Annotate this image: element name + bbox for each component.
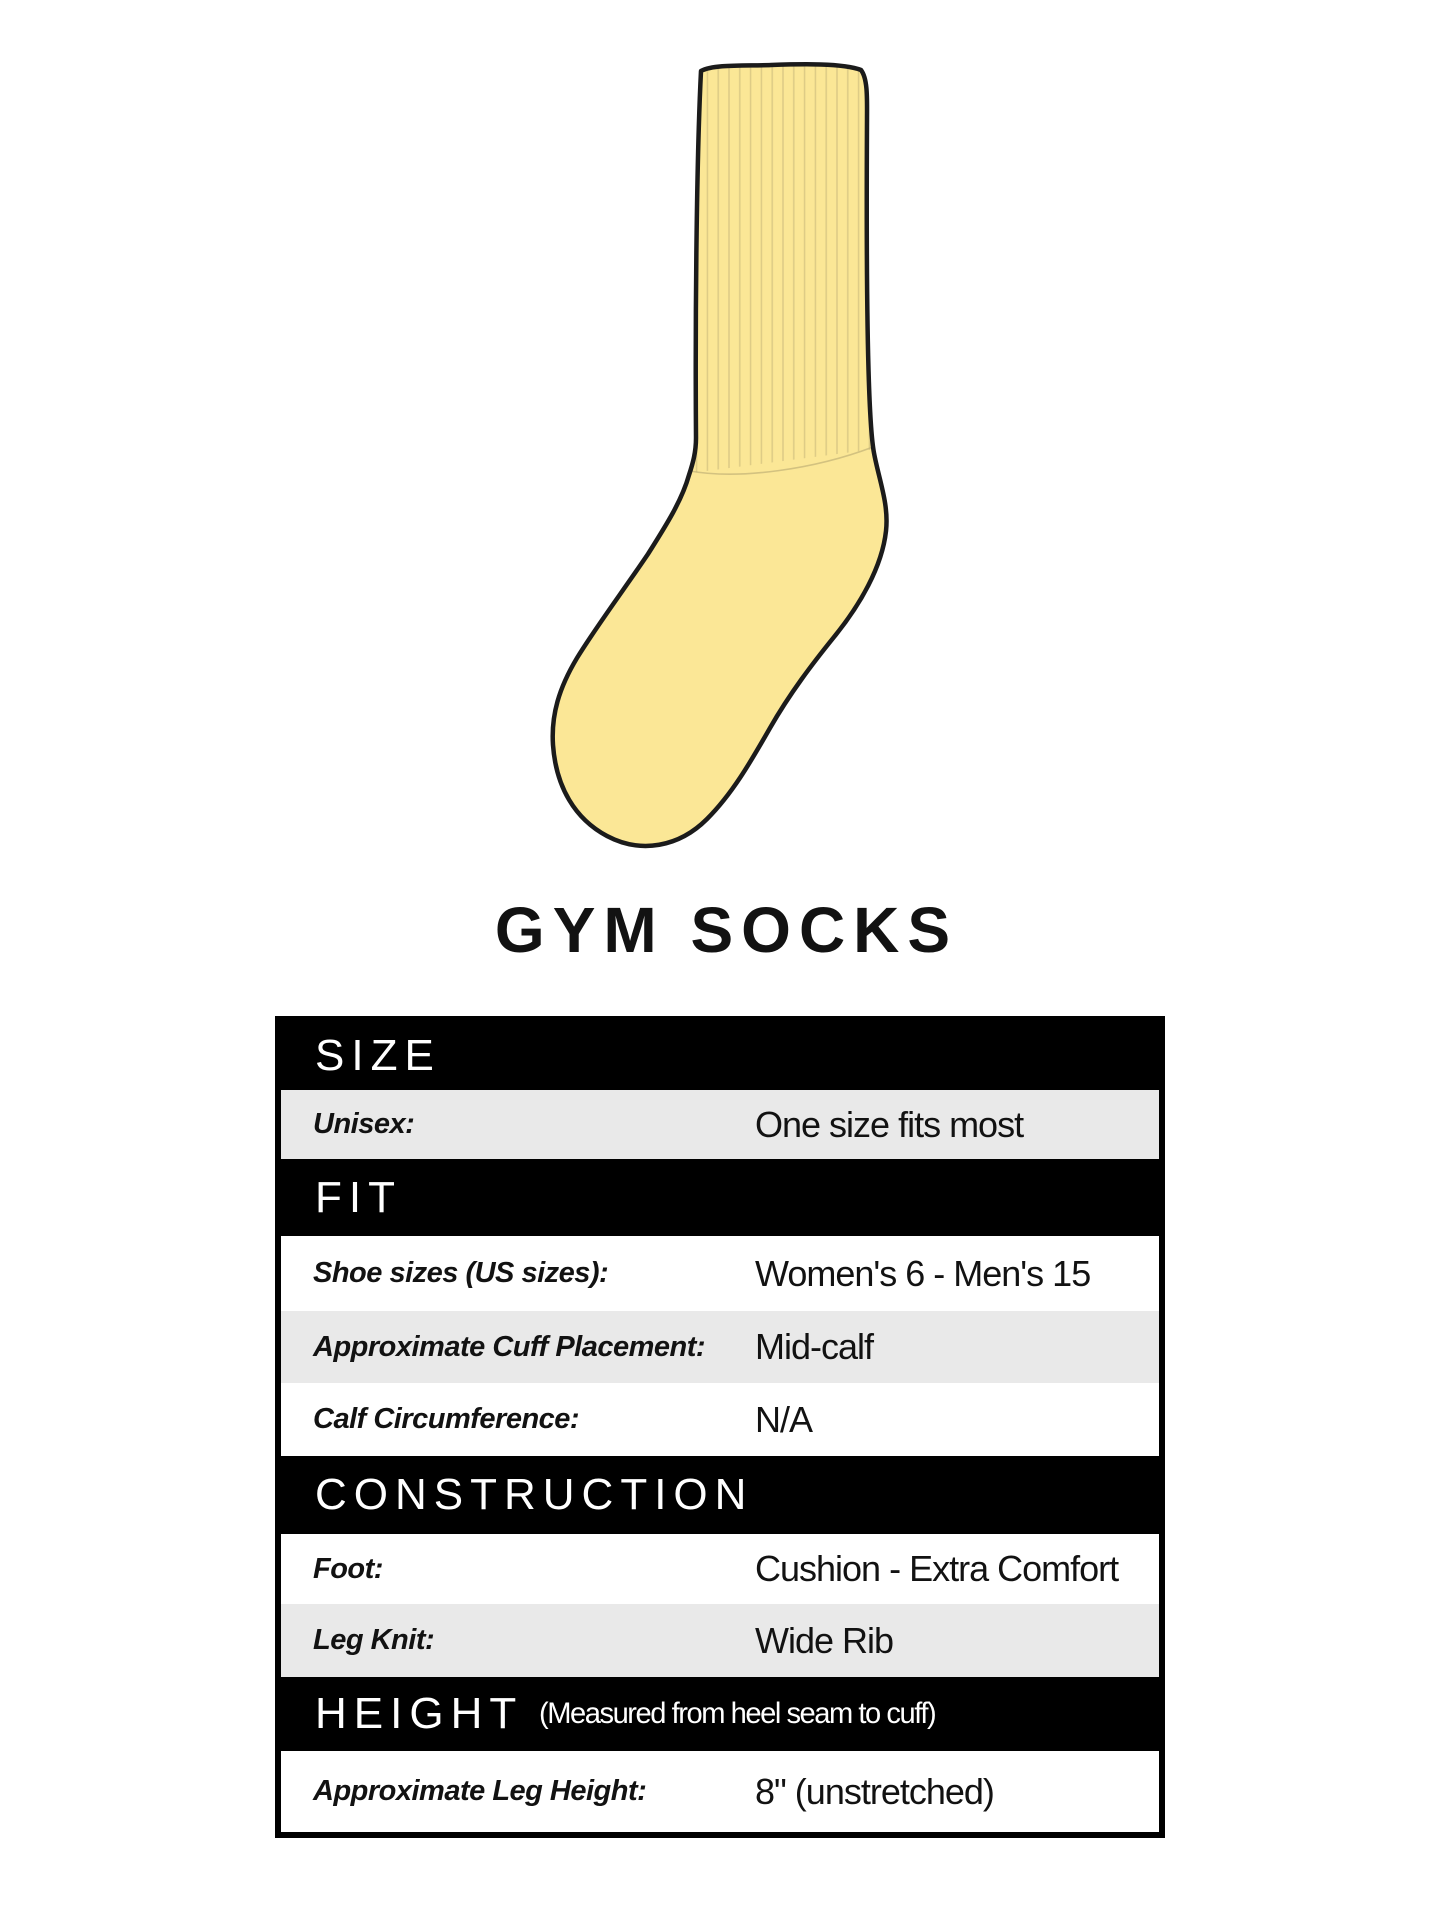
spec-value: Mid-calf [755,1326,874,1367]
product-title: GYM SOCKS [494,894,959,966]
section-header-size [281,1022,1159,1090]
spec-value: One size fits most [755,1103,1024,1145]
spec-label: Shoe sizes (US sizes): [313,1257,609,1289]
spec-row-cuff-placement [281,1311,1159,1383]
spec-row-unisex [281,1090,1159,1159]
section-note: (Measured from heel seam to cuff) [539,1697,936,1730]
size-chart-table [275,1016,1165,1838]
sock-rib-texture [688,56,884,473]
spec-row-leg-knit [281,1604,1159,1677]
spec-value: Women's 6 - Men's 15 [755,1252,1091,1294]
spec-label: Calf Circumference: [313,1403,580,1435]
spec-value: Wide Rib [755,1619,894,1661]
spec-row-foot [281,1534,1159,1604]
spec-value: Cushion - Extra Comfort [755,1548,1119,1589]
spec-label: Leg Knit: [313,1624,435,1656]
section-label: CONSTRUCTION [315,1470,754,1519]
spec-value: 8" (unstretched) [755,1770,994,1812]
spec-label: Unisex: [313,1108,415,1140]
spec-row-calf-circumference [281,1383,1159,1456]
spec-row-leg-height [281,1751,1159,1832]
section-header-height [281,1677,1159,1751]
section-label: FIT [315,1172,402,1222]
section-header-construction [281,1456,1159,1534]
spec-value: N/A [755,1398,813,1440]
spec-label: Approximate Cuff Placement: [313,1330,706,1363]
sock-illustration [530,40,910,860]
section-label: HEIGHT [315,1689,524,1738]
section-label: SIZE [315,1031,441,1080]
section-header-fit [281,1159,1159,1236]
spec-label: Foot: [313,1552,383,1585]
spec-row-shoe-sizes [281,1236,1159,1311]
spec-label: Approximate Leg Height: [313,1775,647,1807]
